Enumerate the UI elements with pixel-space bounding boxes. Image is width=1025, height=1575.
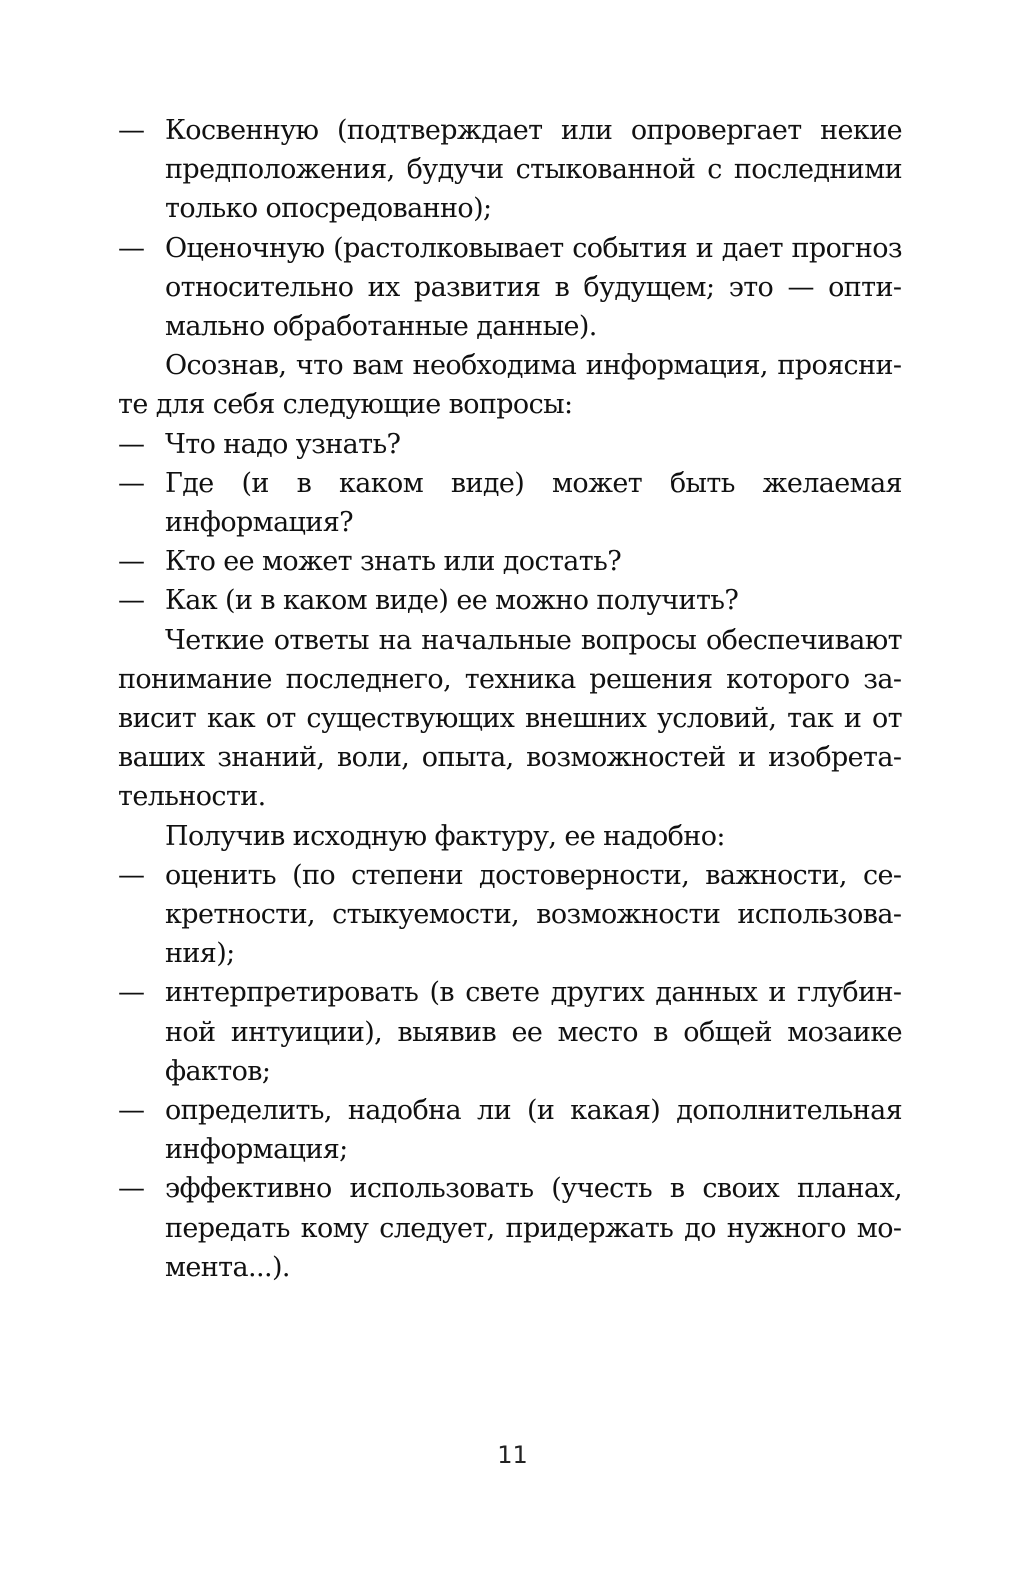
list-dash: — bbox=[118, 977, 145, 1009]
paragraph: Осознав, что вам необходима информация, проясните для себя следующие вопросы: bbox=[118, 350, 902, 421]
list-item-text: Где (и в каком виде) может быть желаемая информация? bbox=[165, 467, 902, 539]
list-item bbox=[118, 464, 902, 542]
list-dash: — bbox=[118, 467, 145, 499]
list-item bbox=[118, 229, 902, 347]
paragraph: Четкие ответы на начальные вопросы обеспечивают понимание последнего, техника решения которого зависит как от существующих внешних условий, так и от ваших знаний, воли, опыта, возможностей и изобретательности. bbox=[118, 624, 902, 813]
list-item-text: Кто ее может знать или достать? bbox=[165, 546, 622, 578]
list-item bbox=[118, 856, 902, 974]
list-dash: — bbox=[118, 585, 145, 617]
list-item-text: Что надо узнать? bbox=[165, 428, 401, 460]
list-item-text: интерпретировать (в свете других данных и глубинной интуиции), выявив ее место в общей мозаике фактов; bbox=[165, 977, 902, 1087]
list-item-text: определить, надобна ли (и какая) дополнительная информация; bbox=[165, 1095, 902, 1166]
list-item-text: Как (и в каком виде) ее можно получить? bbox=[165, 585, 739, 617]
list-item-text: Косвенную (подтверждает или опровергает некие предположения, будучи стыкованной с последними только опосредованно); bbox=[165, 115, 902, 225]
list-dash: — bbox=[118, 232, 145, 264]
page-text bbox=[118, 111, 902, 1287]
list-item bbox=[118, 581, 902, 620]
list-item bbox=[118, 1091, 902, 1169]
list-item bbox=[118, 1169, 902, 1287]
list-item-text: Оценочную (растолковывает события и дает прогноз относительно их развития в будущем; это — оптимально обработанные данные). bbox=[165, 232, 902, 343]
list-dash: — bbox=[118, 115, 145, 146]
list-dash: — bbox=[118, 1173, 145, 1205]
list-dash: — bbox=[118, 546, 145, 578]
list-item-text: эффективно использовать (учесть в своих планах, передать кому следует, придержать до нужного момента...). bbox=[165, 1173, 902, 1283]
list-item bbox=[118, 111, 902, 229]
list-dash: — bbox=[118, 1095, 145, 1127]
list-dash: — bbox=[118, 428, 145, 460]
list-item bbox=[118, 973, 902, 1091]
list-item bbox=[118, 425, 902, 464]
paragraph: Получив исходную фактуру, ее надобно: bbox=[165, 820, 725, 852]
page-number: 11 bbox=[497, 1441, 528, 1469]
list-dash: — bbox=[118, 859, 145, 891]
list-item-text: оценить (по степени достоверности, важности, секретности, стыкуемости, возможности использования); bbox=[165, 859, 902, 970]
list-item bbox=[118, 542, 902, 581]
